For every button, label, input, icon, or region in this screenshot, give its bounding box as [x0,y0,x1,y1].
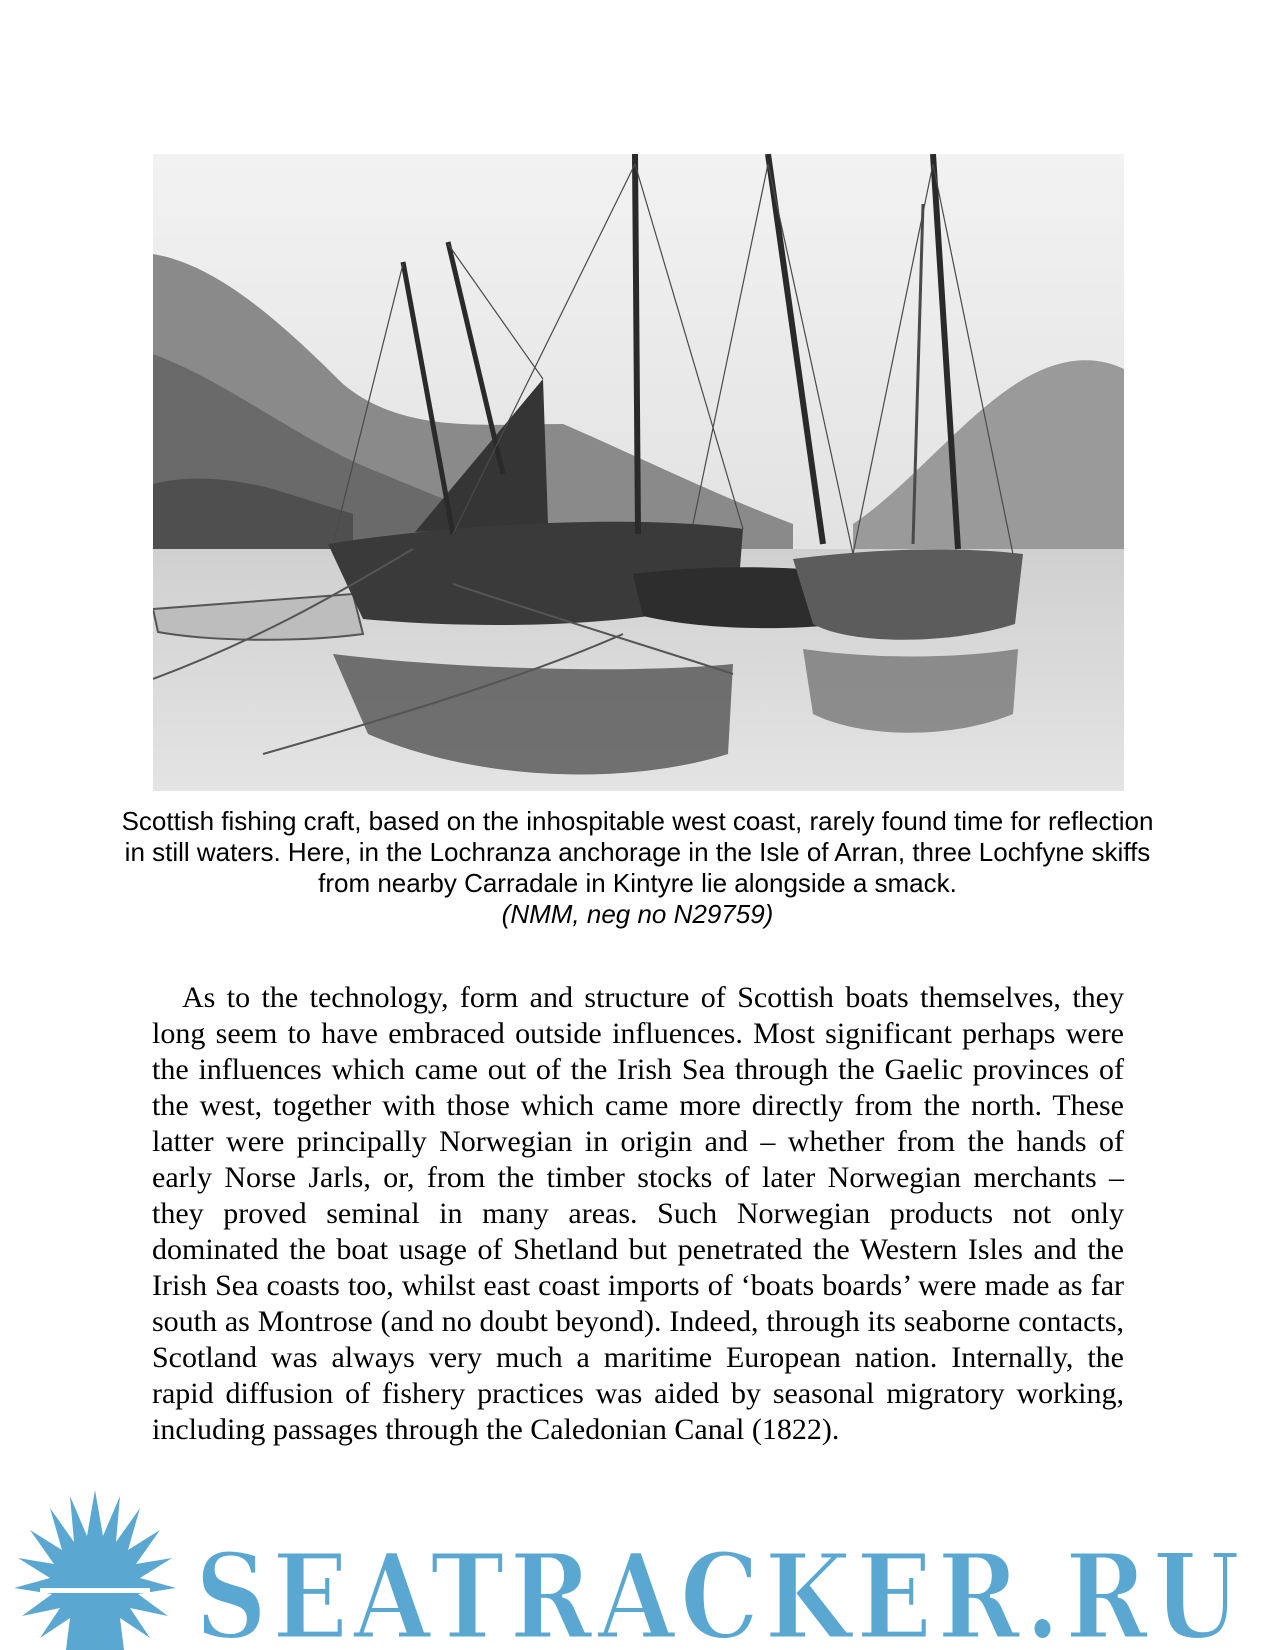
boats-photograph [153,154,1124,791]
body-paragraph: As to the technology, form and structure of Scottish boats themselves, they long seem to have embraced outside influences. Most significant perhaps were the influences which came out of the Irish Sea through the Gaelic provinces of the west, together with those which came more directly from the north. These latter were principally Norwegian in origin and – whether from the hands of early Norse Jarls, or, from the timber stocks of later Norwegian merchants – they proved seminal in many areas. Such Norwegian products not only dominated the boat usage of Shetland but penetrated the Western Isles and the Irish Sea coasts too, whilst east coast imports of ‘boats boards’ were made as far south as Montrose (and no doubt beyond). Indeed, through its seaborne contacts, Scotland was always very much a maritime European nation. Internally, the rapid diffusion of fishery practices was aided by seasonal migratory working, including passages through the Caledonian Canal (1822). [152,981,1124,1446]
figure-caption [120,806,1155,930]
sun-logo-icon [14,1490,176,1650]
caption-text: Scottish fishing craft, based on the inhospitable west coast, rarely found time for reflection in still waters. Here, in the Lochranza anchorage in the Isle of Arran, three Lochfyne skiffs from nearby Carradale in Kintyre lie alongside a smack. [121,806,1154,898]
caption-credit: (NMM, neg no N29759) [501,899,774,929]
seatracker-watermark [0,1478,1275,1650]
watermark-text: SEATRACKER.RU [195,1527,1245,1650]
photo-illustration [153,154,1124,791]
